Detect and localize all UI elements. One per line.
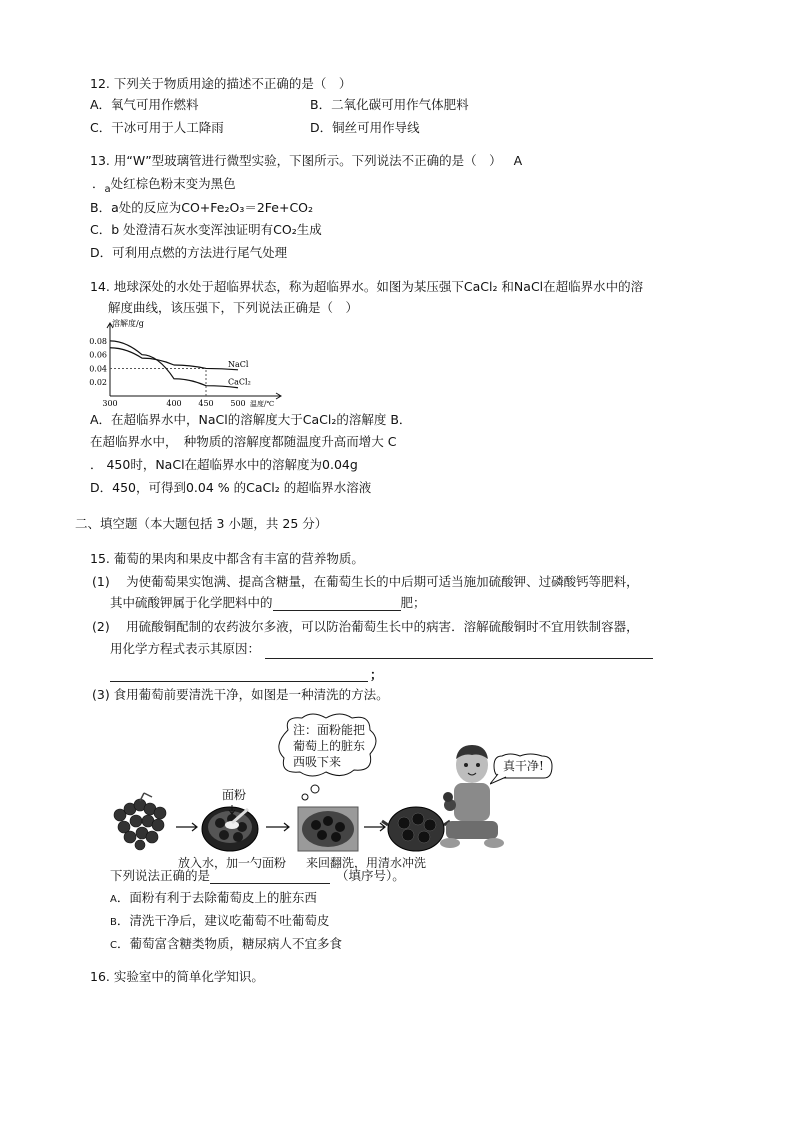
q15-part2-blank-line1[interactable] [265, 657, 653, 659]
q15-judge-text: 下列说法正确的是 [110, 868, 211, 883]
x-axis-label: 温度/℃ [250, 400, 275, 408]
q13-stem-text: 13. 用“W”型玻璃管进行微型实验，下图所示。下列说法不正确的是（ ） [90, 153, 502, 168]
arrow-3 [364, 823, 385, 831]
q13-stem [90, 153, 522, 169]
q12-option-c: C．干冰可用于人工降雨 [90, 120, 224, 135]
y-tick-label: 0.06 [89, 350, 107, 360]
caption-step2: 来回翻洗，用清水冲洗 [306, 856, 427, 870]
series-label-0: NaCl [228, 359, 249, 369]
q13-option-a [92, 176, 236, 194]
grapes-image [114, 793, 166, 850]
q13-option-a-dot: ． [92, 176, 105, 191]
q15-part1-suffix: 肥； [400, 595, 426, 610]
washing-bowl-image [298, 807, 358, 851]
bowl-with-flour-image [202, 805, 258, 851]
bubble1-line1: 注：面粉能把 [293, 723, 366, 737]
x-tick-label: 300 [102, 399, 118, 408]
bubble1-line3: 西吸下来 [293, 755, 342, 769]
chart-series [110, 341, 238, 388]
q15-option-a-letter: A [110, 894, 117, 905]
q15-part1-text: 其中硫酸钾属于化学肥料中的 [110, 595, 273, 610]
q15-part1-blank[interactable] [273, 596, 401, 611]
series-label-1: CaCl₂ [228, 377, 251, 387]
label-flour: 面粉 [222, 788, 247, 802]
q15-part2-line2: 用化学方程式表示其原因： [110, 641, 261, 656]
q12-stem: 12. 下列关于物质用途的描述不正确的是（ ） [90, 76, 352, 91]
q15-part2-blank-line2[interactable] [110, 680, 368, 682]
q15-judge-suffix: （填序号）。 [336, 868, 405, 883]
x-tick-label: 450 [198, 399, 214, 408]
q14-stem-line2: 解度曲线，该压强下，下列说法正确是（ ） [108, 300, 359, 315]
bubble2-text: 真干净! [503, 759, 544, 773]
q15-part1-line2 [110, 595, 426, 611]
q13-option-d: D．可利用点燃的方法进行尾气处理 [90, 245, 288, 260]
y-tick-label: 0.02 [89, 378, 107, 388]
arrow-1 [176, 823, 197, 831]
q15-option-b-text: 清洗干净后，建议吃葡萄不吐葡萄皮 [129, 913, 330, 928]
chart-labels [89, 318, 274, 408]
q13-option-b: B．a处的反应为CO+Fe₂O₃＝2Fe+CO₂ [90, 200, 314, 215]
q15-option-b-letter: B [110, 917, 117, 928]
bubble-tail [302, 785, 319, 800]
q12-option-a: A．氧气可用作燃料 [90, 97, 199, 112]
q15-part2-line1: (2) 用硫酸铜配制的农药波尔多液，可以防治葡萄生长中的病害．溶解硫酸铜时不宜用铁制容器， [92, 619, 639, 634]
q15-option-a-text: 面粉有利于去除葡萄皮上的脏东西 [129, 890, 317, 905]
q15-judge [110, 868, 405, 884]
q14-stem-line1: 14. 地球深处的水处于超临界状态，称为超临界水。如图为某压强下CaCl₂ 和NaCl在超临界水中的溶 [90, 279, 644, 294]
q15-option-b: B．清洗干净后，建议吃葡萄不吐葡萄皮 [110, 913, 330, 928]
caption-step1: 放入水，加一勺面粉 [178, 856, 287, 870]
q14-option-b: 在超临界水中， 种物质的溶解度都随温度升高而增大 C [90, 434, 397, 449]
section2-title: 二、填空题（本大题包括 3 小题，共 25 分） [75, 516, 328, 531]
q14-option-a: A．在超临界水中，NaCl的溶解度大于CaCl₂的溶解度 B． [90, 412, 412, 427]
q14-solubility-chart [88, 318, 288, 410]
q15-judge-blank[interactable] [210, 869, 330, 884]
q13-option-c: C．b 处澄清石灰水变浑浊证明有CO₂生成 [90, 222, 322, 237]
series-line-1 [110, 341, 238, 388]
q15-option-c: C．葡萄富含糖类物质，糖尿病人不宜多食 [110, 936, 343, 951]
q12-option-d: D．铜丝可用作导线 [310, 120, 420, 135]
y-tick-label: 0.08 [89, 336, 107, 346]
q15-part2-end: ； [370, 667, 383, 682]
q12-option-b: B．二氧化碳可用作气体肥料 [310, 97, 469, 112]
chart-axes [107, 323, 281, 399]
q13-option-a-letter: a [104, 184, 111, 195]
q13-option-a-text: 处红棕色粉末变为黑色 [110, 176, 236, 191]
q14-option-d: D．450，可得到0.04 % 的CaCl₂ 的超临界水溶液 [90, 480, 372, 495]
series-line-0 [110, 348, 238, 370]
q15-option-a: A．面粉有利于去除葡萄皮上的脏东西 [110, 890, 317, 905]
x-tick-label: 400 [166, 399, 182, 408]
q15-option-c-letter: C [110, 940, 117, 951]
q13-answer: A [513, 153, 523, 168]
x-tick-label: 500 [230, 399, 246, 408]
arrow-2 [266, 823, 289, 831]
bubble1-line2: 葡萄上的脏东 [293, 739, 366, 753]
y-axis-label: 溶解度/g [112, 319, 144, 328]
bubble1-text [293, 722, 365, 770]
q15-stem: 15. 葡萄的果肉和果皮中都含有丰富的营养物质。 [90, 551, 364, 566]
q15-part3: (3) 食用葡萄前要清洗干净，如图是一种清洗的方法。 [92, 687, 389, 702]
q16-stem: 16. 实验室中的简单化学知识。 [90, 969, 264, 984]
y-tick-label: 0.04 [89, 364, 107, 374]
q15-option-c-text: 葡萄富含糖类物质，糖尿病人不宜多食 [129, 936, 343, 951]
q14-option-c: ． 450时，NaCl在超临界水中的溶解度为0.04g [90, 457, 358, 472]
q15-part1-line1: (1) 为使葡萄果实饱满、提高含糖量，在葡萄生长的中后期可适当施加硫酸钾、过磷酸钙等肥料， [92, 574, 639, 589]
